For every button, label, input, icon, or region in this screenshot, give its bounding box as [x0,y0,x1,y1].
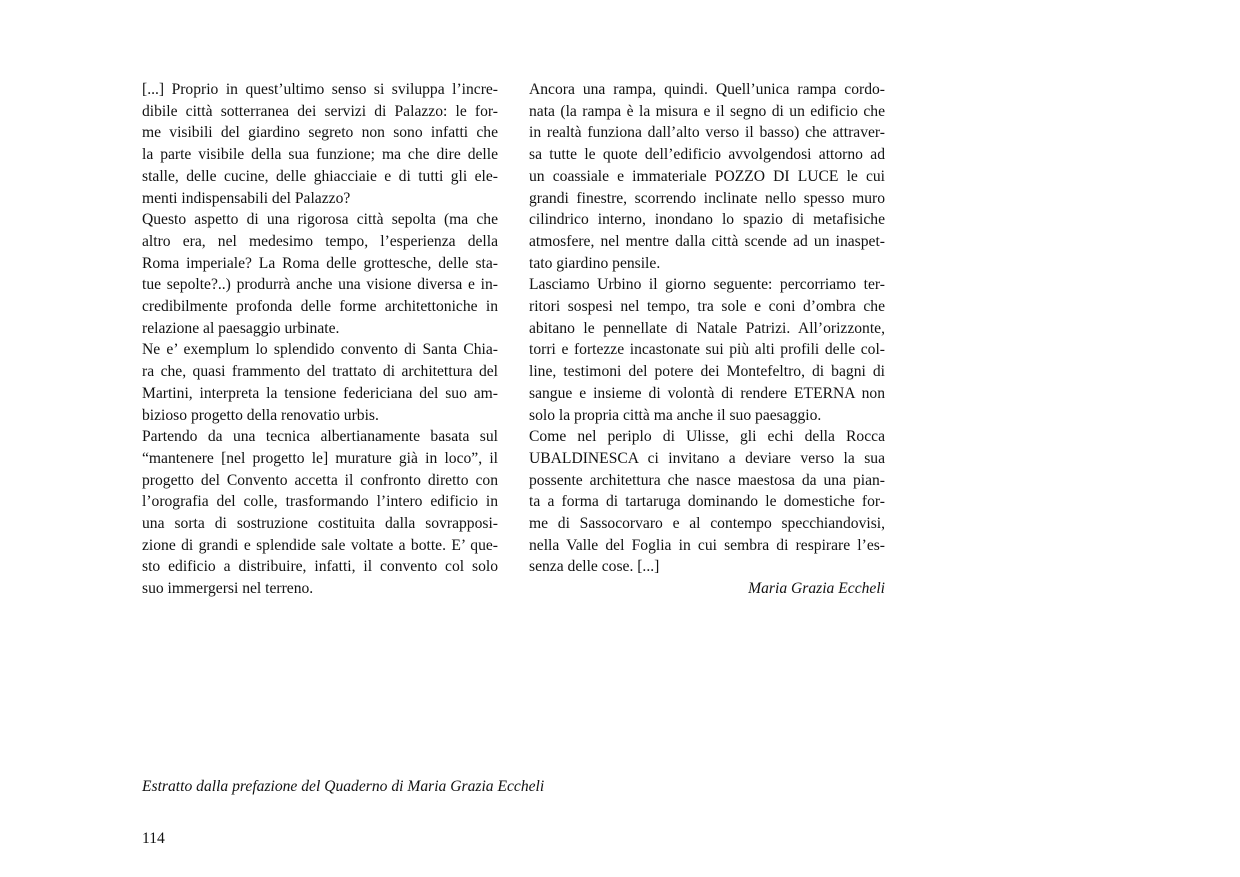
text-line: Partendo da una tecnica albertianamente basata sul [142,428,498,446]
text-line: nella Valle del Foglia in cui sembra di respirare l’es- [529,536,885,554]
text-line: sangue e insieme di volontà di rendere ETERNA non [529,384,885,402]
left-text-column [142,79,498,600]
text-line: la parte visibile della sua funzione; ma che dire delle [142,146,498,164]
text-line: in realtà funziona dall’alto verso il basso) che attraver- [529,124,885,142]
text-line: relazione al paesaggio urbinate. [142,319,340,337]
text-line: una sorta di sostruzione costituita dalla sovrapposi- [142,515,498,533]
page-number: 114 [142,830,165,847]
text-line: tato giardino pensile. [529,254,661,272]
right-text-column [529,79,885,600]
source-caption: Estratto dalla prefazione del Quaderno di Maria Grazia Eccheli [142,778,545,795]
text-line: atmosfere, nel mentre dalla città scende ad un inaspet- [529,232,885,250]
text-line: Come nel periplo di Ulisse, gli echi della Rocca [529,428,885,446]
text-line: nata (la rampa è la misura e il segno di un edificio che [529,102,885,120]
text-line: Roma imperiale? La Roma delle grottesche, delle sta- [142,254,498,272]
text-line: me visibili del giardino segreto non sono infatti che [142,124,498,142]
text-line: Questo aspetto di una rigorosa città sepolta (ma che [142,211,498,229]
text-line: UBALDINESCA ci invitano a deviare verso la sua [529,449,885,467]
text-line: dibile città sotterranea dei servizi di Palazzo: le for- [142,102,498,120]
text-line: Ne e’ exemplum lo splendido convento di Santa Chia- [142,341,498,359]
text-line: solo la propria città ma anche il suo paesaggio. [529,406,822,424]
text-line: cilindrico interno, inondano lo spazio di metafisiche [529,211,885,229]
text-line: possente architettura che nasce maestosa da una pian- [529,471,885,489]
text-line: credibilmente profonda delle forme architettoniche in [142,298,498,316]
text-line: ritori sospesi nel tempo, tra sole e coni d’ombra che [529,298,885,316]
text-line: sa tutte le quote dell’edificio avvolgendosi attorno ad [529,146,885,164]
author-signature: Maria Grazia Eccheli [748,580,885,598]
text-line: me di Sassocorvaro e al contempo specchiandovisi, [529,515,885,533]
text-line: [...] Proprio in quest’ultimo senso si sviluppa l’incre- [142,81,498,98]
text-line: altro era, nel medesimo tempo, l’esperienza della [142,232,498,250]
text-line: stalle, delle cucine, delle ghiacciaie e di tutti gli ele- [142,167,498,185]
text-line: zione di grandi e splendide sale voltate a botte. E’ que- [142,536,498,554]
text-line: torri e fortezze incastonate sui più alti profili delle col- [529,341,885,359]
text-line: progetto del Convento accetta il confronto diretto con [142,471,498,489]
text-line: bizioso progetto della renovatio urbis. [142,406,379,424]
text-line: ta a forma di tartaruga dominando le domestiche for- [529,493,885,511]
text-line: sto edificio a distribuire, infatti, il convento col solo [142,558,498,576]
text-line: grandi finestre, scorrendo inclinate nello spesso muro [529,189,885,207]
text-line: un coassiale e immateriale POZZO DI LUCE le cui [529,167,885,185]
text-line: Ancora una rampa, quindi. Quell’unica rampa cordo- [529,81,885,98]
text-line: Martini, interpreta la tensione federiciana del suo am- [142,384,498,402]
text-line: suo immergersi nel terreno. [142,580,314,598]
text-line: abitano le pennellate di Natale Patrizi. All’orizzonte, [529,319,885,337]
text-line: l’orografia del colle, trasformando l’intero edificio in [142,493,498,511]
text-line: menti indispensabili del Palazzo? [142,189,351,207]
text-line: Lasciamo Urbino il giorno seguente: percorriamo ter- [529,276,885,294]
text-line: ra che, quasi frammento del trattato di architettura del [142,363,498,381]
text-line: “mantenere [nel progetto le] murature già in loco”, il [142,449,498,467]
text-line: line, testimoni del potere dei Montefeltro, di bagni di [529,363,885,381]
text-line: tue sepolte?..) produrrà anche una visione diversa e in- [142,276,498,294]
text-line: senza delle cose. [...] [529,558,660,576]
